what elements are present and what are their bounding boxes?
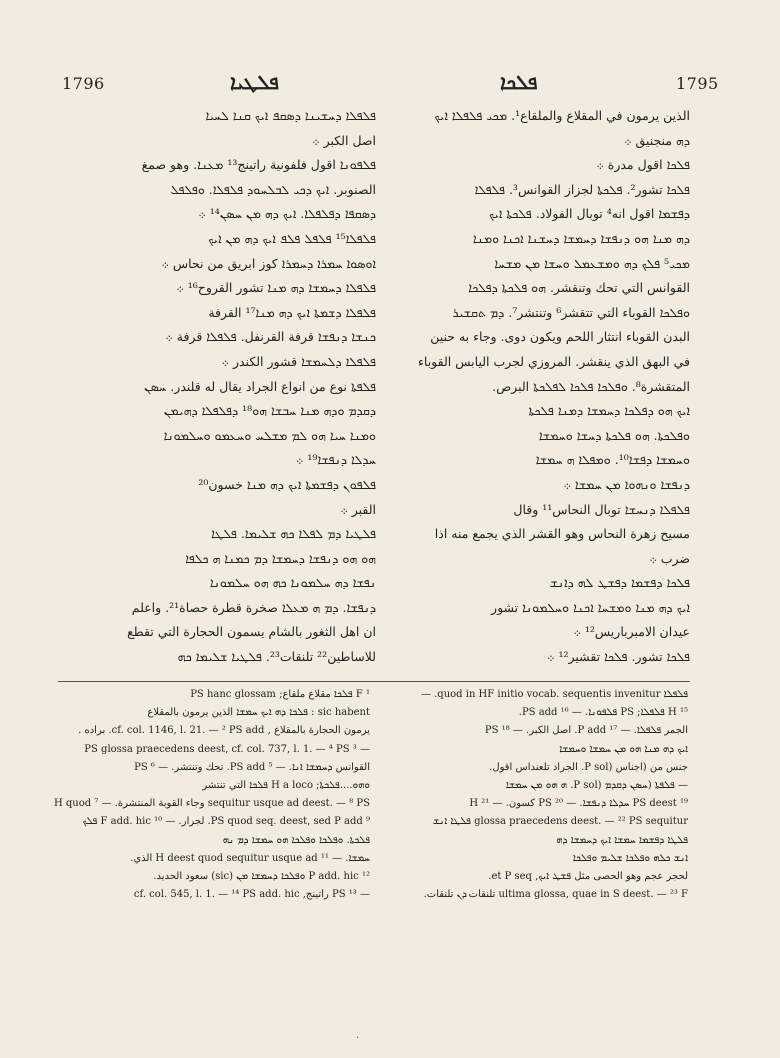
footnote-line: ܦܠܛܐ ܕܦܫܡܐ ܚܡܫܐ ܐܝܟ ܕܚܡܫܐ ܕܗ bbox=[556, 834, 688, 846]
footnote-line: ܚܡܫܐ. — ¹¹ H deest quod sequitur usque ad الذي. bbox=[130, 852, 370, 864]
text-line: ܘܦܠܟܬܐ. ܗܘ ܦܠܟܬܐ ܕܚܫܐ ܘܚܡܫܐ bbox=[538, 427, 690, 443]
text-line: ܕܢܦܫܐ. ܕܡ ܗ ܡܥܠܐ صخرة قطرة حصاة²¹. واعلم bbox=[131, 599, 376, 615]
text-line: القوانس التي تحك وتنقشر. ܗܘ ܦܠܟܬܐ ܕܦܠܟܐ bbox=[468, 280, 690, 296]
footnote-line: ¹ F ܦܠܟܐ مقلاع ملقاع; PS hanc glossam bbox=[190, 689, 370, 700]
text-line: القبر ܀ bbox=[340, 501, 376, 517]
footnote-line: ܦܠܟܬܐ. ܘܦܠܟܐ ܘܦܠܟܐ ܗܘ ܚܡܫܐ ܕܡ ܢܗ bbox=[222, 834, 370, 846]
text-line: ܘܡܢܐ ܚܝܐ ܗܘ ܠܡ ܡܫܠܚ ܘܚܥܡܘ ܘܚܠܡܘܢܐ bbox=[163, 427, 376, 443]
text-line: ܦܠܦܘܢܐ اقول فلفونية راتينج¹³ ܡܥܢܐ. وهو صمغ bbox=[141, 157, 376, 173]
text-line: ܦܠܟܐ اقول مدرة ܀ bbox=[596, 157, 690, 173]
right-column bbox=[372, 104, 690, 674]
text-line: البدن القوباء انتثار اللحم ويكون دوى. وجاء به حنين bbox=[430, 329, 690, 345]
text-line: ܘܚܡܫܐ ܕܦܫܐ¹⁰. ܘܡܦܠܐ ܗ ܚܡܫܐ bbox=[535, 452, 690, 468]
text-line: ܦܠܦܠܐ ܕܫܡܬܐ ܐܝܟ ܕܗ ܡܢܐ¹⁷ القرفة bbox=[208, 304, 376, 320]
footnote-line: sequitur usque ad deest. — ⁸ PS وجاء القوبة المنتشرة. — ⁷ H quod bbox=[54, 798, 370, 810]
text-line: ܦܠܛܝܐ ܕܡ ܠܦܠܐ ܟܗ ܫܠܝܡܐ. ܦܠܛܐ bbox=[211, 526, 376, 542]
text-line: ܦܠܟܐ تشور. ܦܠܟܐ تقشير¹² ܀ bbox=[546, 649, 690, 665]
footnotes-right bbox=[376, 686, 688, 906]
text-line: ܦܠܦܠܐ ܕܠܚܡܫܐ قشور الكندر ܀ bbox=[221, 353, 376, 369]
text-line: ܘܦܠܟܐ القوباء التي تتقشر⁶ وتنتشر⁷. ܕܡ ܬܩܫܝܪ bbox=[452, 304, 690, 320]
text-line: ضرب ܀ bbox=[649, 550, 690, 566]
text-line: ܗܘ ܗܘ ܕܢܦܫܐ ܕܚܡܫܐ ܕܡ ܟܡܢܐ ܗ ܟܠܦܐ bbox=[185, 550, 376, 566]
text-line: ܕܦܫܡܐ اقول انه⁴ توبال الفولاد. ܦܠܟܬܐ ܐܝܟ bbox=[488, 206, 690, 222]
text-line: مسيح زهرة النحاس وهو القشر الذي يجمع منه اذا bbox=[434, 526, 690, 542]
footnote-line: جنس من (اجناس (P sol. الجراد تلعنداس اقول. bbox=[489, 761, 688, 773]
text-line: ܐܝܟ ܗܘ ܕܦܠܟܐ ܕܚܡܫܐ ܕܡܢܐ ܦܠܟܬܐ bbox=[528, 403, 690, 419]
text-line: ܦܠܦܠܐ¹⁵ ܦܠܦܠ ܦܠܦ ܐܝܟ ܕܗ ܡܢ ܐܝܟ bbox=[208, 230, 376, 246]
text-line: ܦܠܟܐ تشور². ܦܠܟܬܐ لجزاز القوانس³. ܦܠܦܠܐ bbox=[474, 181, 690, 197]
text-line: اصل الكبر ܀ bbox=[312, 132, 376, 148]
page-number-left: 1796 bbox=[62, 74, 105, 93]
footnote-line: ultima glossa, quae in S deest. — ²³ F تلنقات ܕܢ تلنقات. bbox=[423, 889, 688, 901]
footnote-line: ܐܝܟ ܕܗ ܡܢܐ ܗܘ ܡܢ ܚܡܫܐ ܘܚܡܫܐ bbox=[559, 743, 688, 755]
text-line: ܦܠܦܠܐ ܕܚܫܝܢܐ ܕܣܩܦ ܐܝܟ ܩܢܐ ܠܚܝܐ bbox=[205, 108, 376, 123]
footnote-line: ¹² P add. hic ܘܦܠܟܐ ܕܚܡܫܐ ܡܢ (sic) سعود الحديد. bbox=[153, 870, 370, 882]
footnotes-left bbox=[54, 686, 370, 906]
text-line: ܕܗ ܡܢܐ ܗܘ ܕܢܦܫܐ ܕܚܡܫܐ ܕܚܫܢܐ ܐܟܢܐ ܘܡܢܐ bbox=[472, 230, 690, 246]
text-line: عيدان الامبرباريس¹² ܀ bbox=[573, 624, 690, 640]
running-head-right: ܦܠܟܐ bbox=[500, 70, 538, 94]
page-mark: . bbox=[356, 1030, 360, 1041]
text-line: ܢܦܫܐ ܕܗ ܚܠܡܘܢܐ ܟܗ ܗܘ ܚܠܡܘܢܐ bbox=[209, 575, 376, 591]
footnote-line: — ³ PS glossa praecedens deest, cf. col. 737, l. 1. — ⁴ PS bbox=[84, 743, 370, 755]
text-line: ܦܠܦܠܐ ܕܚܡܫܐ ܕܗ ܡܢܐ تشور القروح¹⁶ ܀ bbox=[176, 280, 376, 296]
text-line: ܟܢܫܐ ܕܢܦܫܐ قرفة القرنفل. ܦܠܦܠܐ قرفة ܀ bbox=[165, 329, 376, 345]
text-line: ܚܕܠܐ ܕܢܦܫܐ¹⁹ ܀ bbox=[295, 452, 376, 468]
text-line: ܐܝܟ ܕܗ ܡܢܐ ܘܡܫܚܐ ܐܟܢܐ ܘܚܠܡܘܢܐ تشور bbox=[491, 599, 690, 615]
running-head-left: ܦܠܛܝܐ bbox=[230, 70, 279, 94]
footnote-line: يرمون الحجارة بالمقلاع , cf. col. 1146, l. 21. — ² PS add. براده . bbox=[78, 725, 370, 737]
footnote-line: glossa praecedens deest. — ²² PS sequitur ܦܠܛܐ ܐܢܫ bbox=[432, 816, 688, 828]
text-line: ܕܗ منجنيق ܀ bbox=[624, 132, 690, 148]
text-line: ܦܠܦܠܐ ܕܢܚܫܐ توبال النحاس¹¹ وقال bbox=[513, 501, 690, 517]
footnote-line: ⁹ PS quod seq. deest, sed P add. لجرار. — ¹⁰ F add. hic ܦܠܟ bbox=[82, 816, 370, 828]
text-line: الصنوبر. ܐܝܟ ܕܟܝ ܠܒܠܚܘܕ ܦܠܦܠܐ. ܘܦܠܦܠ bbox=[170, 181, 376, 197]
text-line: ܐܘܣܘܐ ܚܡܪܐ ܕܚܡܪܐ كوز ابريق من نحاس ܀ bbox=[161, 255, 376, 271]
text-line: ܦܠܦܘܢ ܕܦܫܡܬܐ ܐܝܟ ܕܗ ܡܢܐ خسون²⁰ bbox=[198, 476, 376, 492]
footnote-line: ܐܢܫ ܟܠܗ ܘܦܠܟܐ ܫܠܝܡ ܘܦܠܟܐ bbox=[572, 852, 688, 864]
footnote-line: ܦܠܦܠܐ quod in HF initio vocab. sequentis invenitur. — bbox=[420, 689, 688, 700]
text-line: في البهق الذي ينقشر. المروزي لجرب اليابس القوباء bbox=[418, 353, 690, 369]
footnote-divider bbox=[58, 681, 690, 682]
footnote-line: — ܦܠܦܬܐ (ܚܣܢ ܕܩܕܡ (P sol. ܗ ܗܘ ܡܢ ܚܡܫܐ bbox=[505, 779, 688, 791]
page-number-right: 1795 bbox=[676, 74, 719, 93]
text-line: للاساطين²² تلنقات²³. ܦܠܛܝܐ ܫܠܝܡܐ ܟܗ bbox=[177, 649, 376, 665]
text-line: ܕܩܕܡ ܘܕܗ ܡܢܐ ܚܒܫܐ ܗܘ¹⁸ ܕܦܠܦܠܐ ܕܗܝܡܢ bbox=[163, 403, 376, 419]
text-line: ܕܣܩܦܐ ܕܦܠܦܠܐ. ܐܝܟ ܕܗ ܡܢ ܚܣܢ¹⁴ ܀ bbox=[198, 206, 376, 222]
footnote-line: sic habent : ܦܠܟܐ ܕܗ ܐܝܟ ܚܡܫܐ الذين يرمون بالمقلاع bbox=[147, 707, 370, 719]
text-line: ܕܢܦܫܐ ܘܢܗܘܐ ܡܢ ܚܡܫܐ ܀ bbox=[563, 476, 690, 492]
footnote-line: — ¹³ PS راتينج, cf. col. 545, l. 1. — ¹⁴ PS add. hic bbox=[133, 889, 370, 901]
left-column bbox=[58, 104, 376, 674]
footnote-line: ܘܗܘ....ܦܠܟܬܐ; H a loco ܦܠܟܐ التي تنتشر bbox=[202, 779, 370, 791]
text-line: المتقشرة⁸. ܘܦܠܟܐ ܦܠܟܐ ܠܦܠܟܬܐ البرص. bbox=[492, 378, 690, 394]
text-line: ان اهل الثغور بالشام يسمون الحجارة التي تقطع bbox=[127, 624, 376, 640]
text-line: ܦܠܦܬܐ نوع من انواع الجراد يقال له قلندر. ܚܣܢ bbox=[144, 378, 376, 394]
text-line: ܡܟܝ⁵ ܦܠܟ ܕܗ ܘܡܫܥܡܠ ܘܚܫܐ ܡܢ ܡܫܚܐ bbox=[494, 255, 690, 271]
footnote-line: القوانس ܕܚܡܫܐ ܐܢܐ. — ⁵ PS add. تحك وتنتشر. — ⁶ PS bbox=[134, 761, 370, 773]
footnote-line: ¹⁵ H ܦܠܦܠܐ; PS ܦܠܦܘܢܐ. — ¹⁶ PS add. bbox=[518, 707, 688, 719]
footnote-line: لحجر عجم وهو الحصى مثل ܦܫܛ ܐܝܟ, et P seq. bbox=[488, 870, 688, 882]
text-line: ܦܠܟܐ ܕܦܫܡܐ ܕܦܫܛ ܠܗ ܕܐܢܫ bbox=[549, 575, 690, 591]
footnote-line: ¹⁹ PS deest ܚܕܠܐ ܕܢܦܫܐ. — ²⁰ PS كسون. — ²¹ H bbox=[469, 798, 688, 810]
footnote-line: الجمر ܦܠܦܠܐ. — ¹⁷ P add. اصل الكبر. — ¹⁸ PS bbox=[484, 725, 688, 737]
text-line: الذين يرمون في المقلاع والملقاع¹. ܡܟܝ ܦܠܦܠܐ ܐܝܟ bbox=[434, 108, 690, 123]
